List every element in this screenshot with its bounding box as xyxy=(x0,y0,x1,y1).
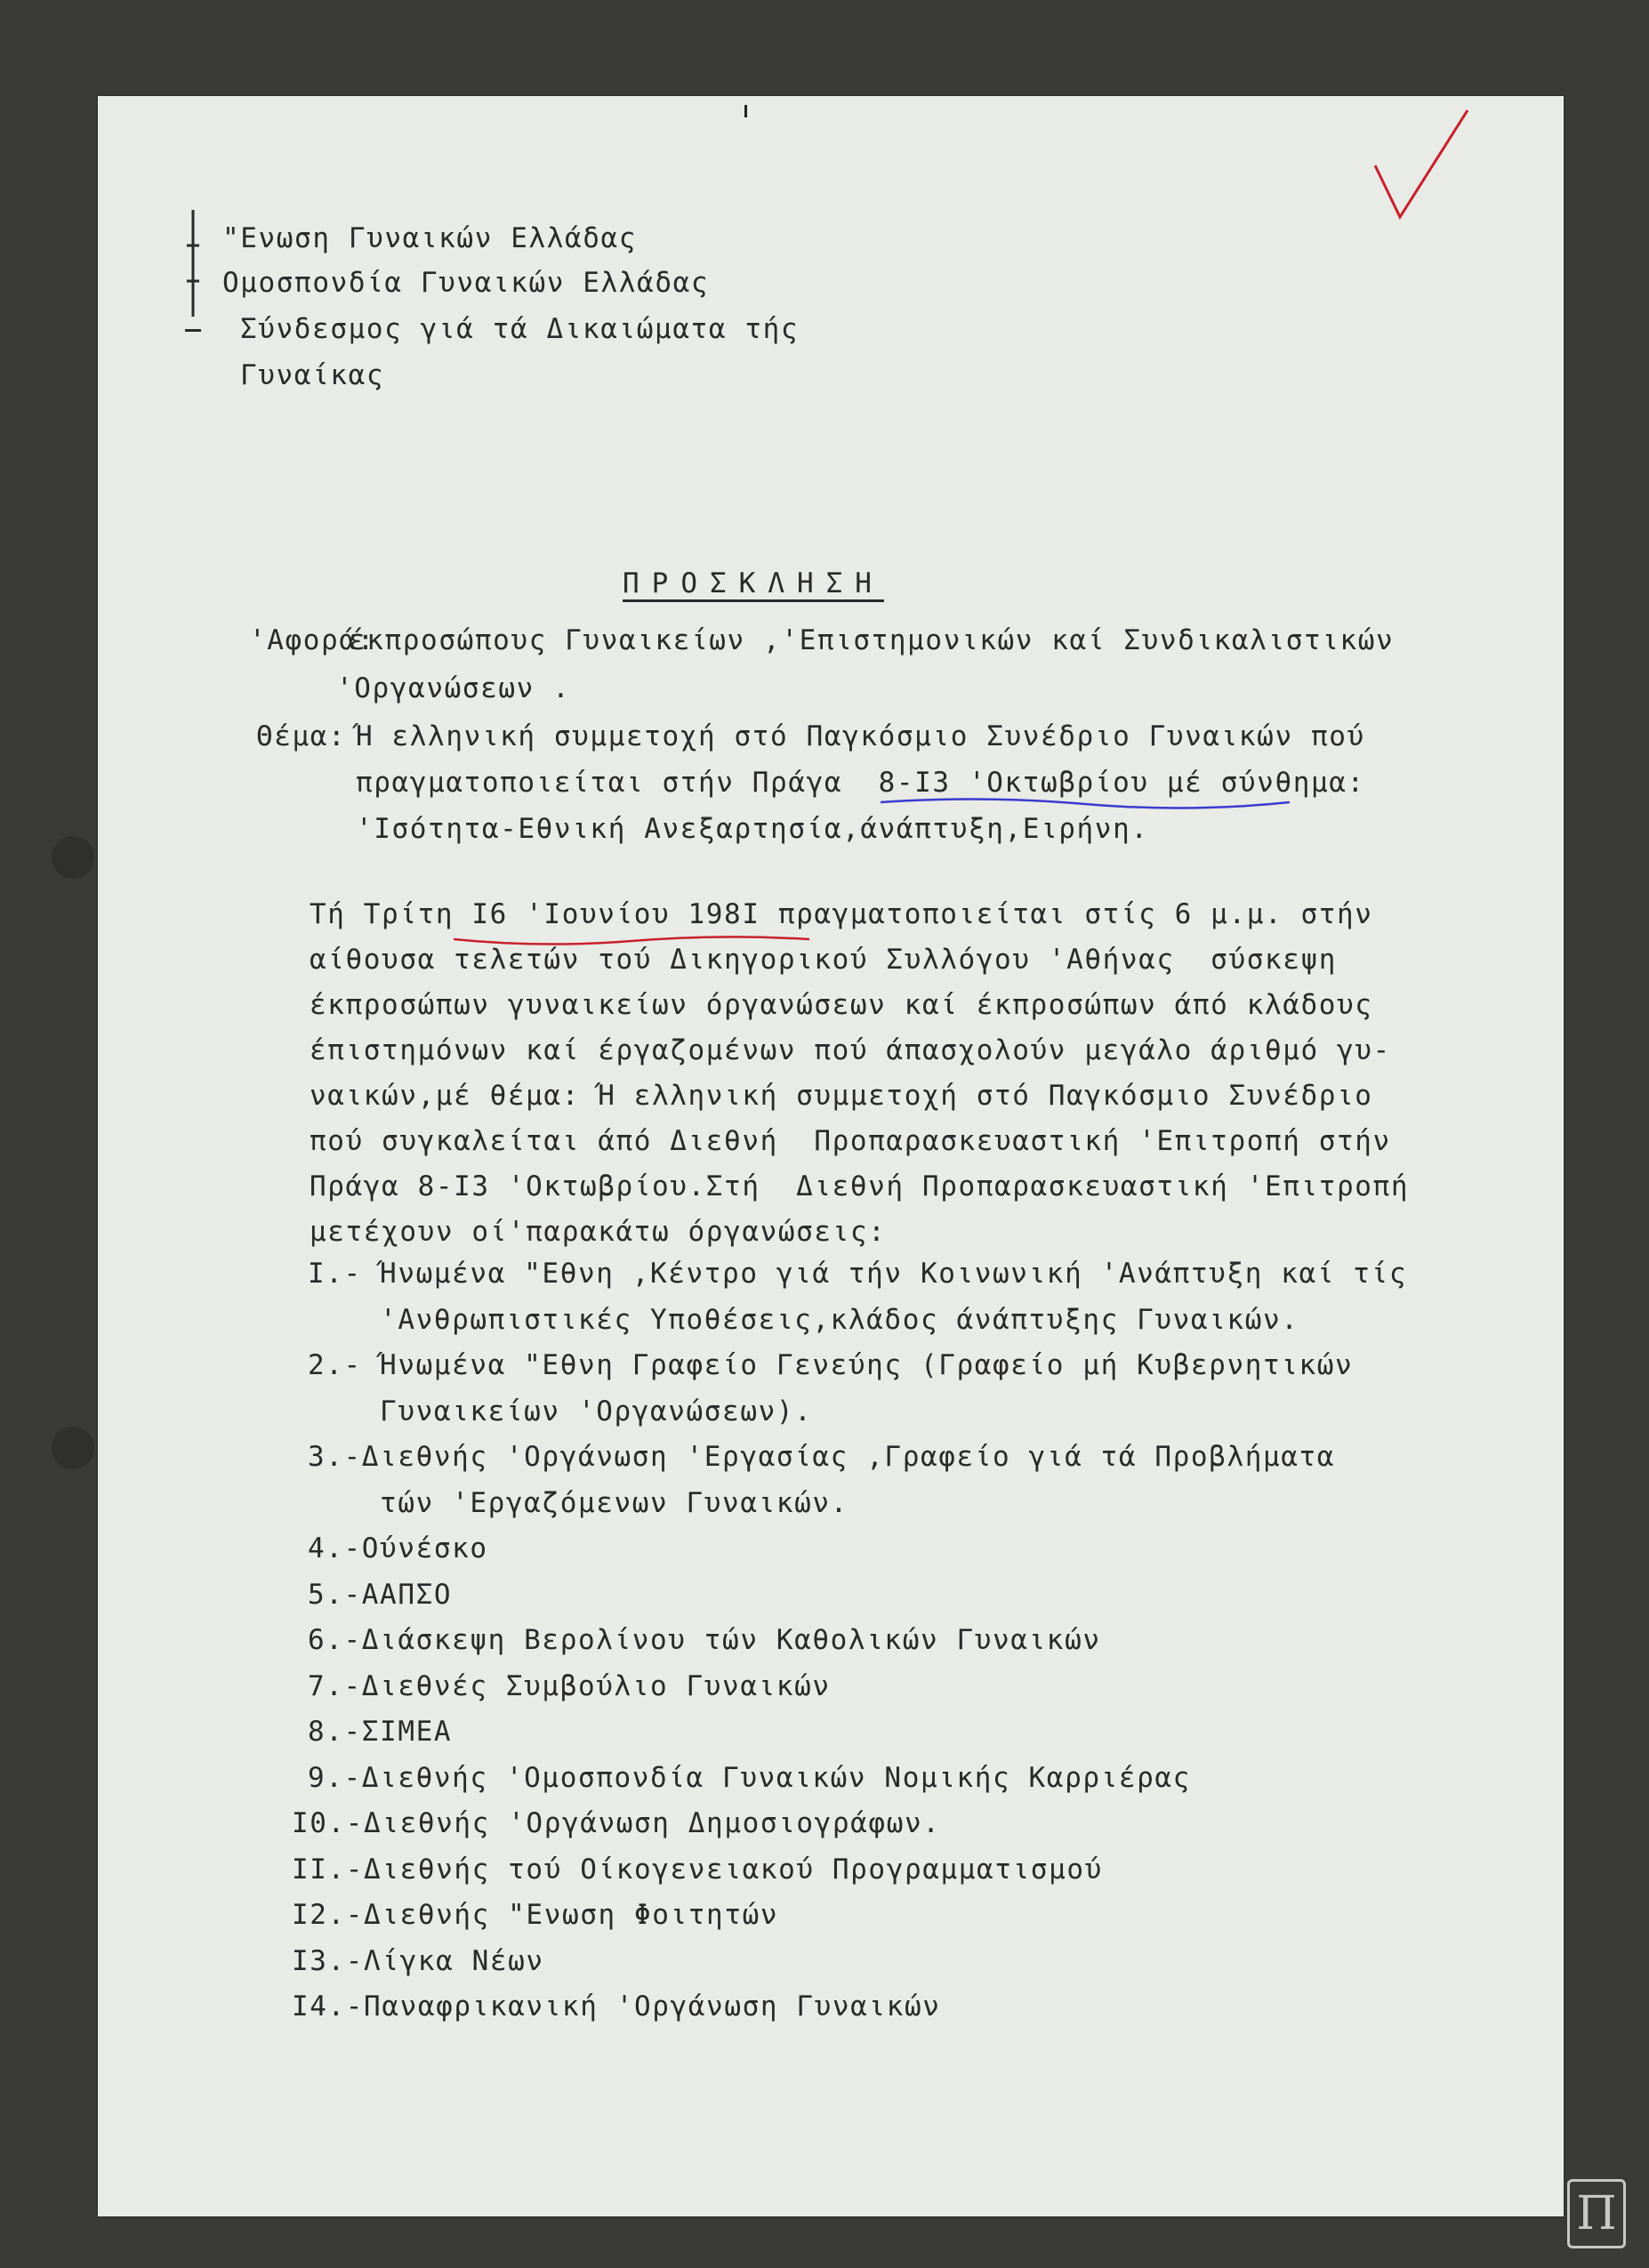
afora-line-2: 'Οργανώσεων . xyxy=(336,672,571,704)
list-item: 3.-Διεθνής 'Οργάνωση 'Εργασίας ,Γραφείο γιά τά Προβλήματα xyxy=(308,1441,1336,1473)
list-item: 5.-ΑΑΠΣΟ xyxy=(308,1578,453,1611)
top-mark xyxy=(744,105,747,117)
punch-hole xyxy=(52,836,94,879)
list-item: τών 'Εργαζόμενων Γυναικών. xyxy=(308,1486,849,1519)
list-item: Ι3.-Λίγκα Νέων xyxy=(292,1944,544,1977)
list-item: Ι.- Ήνωμένα "Εθνη ,Κέντρο γιά τήν Κοινωνική 'Ανάπτυξη καί τίς xyxy=(308,1258,1408,1290)
list-item: 7.-Διεθνές Συμβούλιο Γυναικών xyxy=(308,1669,831,1702)
body-line: ναικών,μέ θέμα: Ή ελληνική συμμετοχή στό Παγκόσμιο Συνέδριο xyxy=(310,1080,1373,1112)
header-line-2: Ομοσπονδία Γυναικών Ελλάδας xyxy=(222,267,710,299)
document-title: ΠΡΟΣΚΛΗΣΗ xyxy=(623,567,884,599)
list-item: 6.-Διάσκεψη Βερολίνου τών Καθολικών Γυναικών xyxy=(308,1624,1101,1656)
checkmark-icon xyxy=(1368,103,1501,237)
header-line-1: "Ενωση Γυναικών Ελλάδας xyxy=(222,222,638,254)
thema-label: Θέμα: xyxy=(256,720,347,752)
thema-line-3: 'Ισότητα-Εθνική Ανεξαρτησία,άνάπτυξη,Ειρήνη. xyxy=(356,813,1149,845)
list-item: Ι2.-Διεθνής "Ενωση Φοιτητών xyxy=(292,1899,779,1931)
list-item: 2.- Ήνωμένα "Εθνη Γραφείο Γενεύης (Γραφείο μή Κυβερνητικών xyxy=(308,1349,1354,1381)
list-item: 'Ανθρωπιστικές Υποθέσεις,κλάδος άνάπτυξης Γυναικών. xyxy=(308,1303,1299,1336)
afora-label: 'Αφορά: xyxy=(249,624,375,656)
punch-hole xyxy=(52,1427,94,1469)
archive-logo: П xyxy=(1567,2179,1626,2248)
body-line: πού συγκαλείται άπό Διεθνή Προπαρασκευαστική 'Επιτροπή στήν xyxy=(310,1125,1391,1157)
body-line: έκπροσώπων γυναικείων όργανώσεων καί έκπροσώπων άπό κλάδους xyxy=(310,989,1373,1021)
blue-underline xyxy=(881,793,1290,811)
list-item: 9.-Διεθνής 'Ομοσπονδία Γυναικών Νομικής Καρριέρας xyxy=(308,1761,1191,1794)
body-line: Τή Τρίτη Ι6 'Ιουνίου 198Ι πραγματοποιείται στίς 6 μ.μ. στήν xyxy=(310,898,1373,930)
dash-mark xyxy=(185,329,201,332)
bracket-mark xyxy=(187,210,199,317)
header-line-4: Γυναίκας xyxy=(240,359,385,391)
thema-line-2: πραγματοποιείται στήν Πράγα 8-Ι3 'Οκτωβρίου μέ σύνθημα: xyxy=(356,767,1365,799)
list-item: 4.-Ούνέσκο xyxy=(308,1532,488,1564)
body-line: έπιστημόνων καί έργαζομένων πού άπασχολούν μεγάλο άριθμό γυ- xyxy=(310,1034,1391,1066)
thema-line-1: Ή ελληνική συμμετοχή στό Παγκόσμιο Συνέδριο Γυναικών πού xyxy=(356,720,1365,752)
list-item: Γυναικείων 'Οργανώσεων). xyxy=(308,1395,813,1428)
header-line-3: Σύνδεσμος γιά τά Δικαιώματα τής xyxy=(240,313,800,345)
list-item: 8.-ΣΙΜΕΑ xyxy=(308,1716,453,1748)
afora-line-1: έκπροσώπους Γυναικείων ,'Επιστημονικών καί Συνδικαλιστικών xyxy=(349,624,1395,656)
body-line: μετέχουν οί'παρακάτω όργανώσεις: xyxy=(310,1216,887,1248)
list-item: ΙΙ.-Διεθνής τού Οίκογενειακού Προγραμματισμού xyxy=(292,1853,1103,1886)
body-line: αίθουσα τελετών τού Δικηγορικού Συλλόγου 'Αθήνας σύσκεψη xyxy=(310,944,1338,976)
list-item: Ι0.-Διεθνής 'Οργάνωση Δημοσιογράφων. xyxy=(292,1807,941,1839)
body-line: Πράγα 8-Ι3 'Οκτωβρίου.Στή Διεθνή Προπαρασκευαστική 'Επιτροπή xyxy=(310,1170,1410,1202)
red-underline xyxy=(454,932,809,950)
document-page xyxy=(98,96,1564,2216)
list-item: Ι4.-Παναφρικανική 'Οργάνωση Γυναικών xyxy=(292,1991,941,2023)
